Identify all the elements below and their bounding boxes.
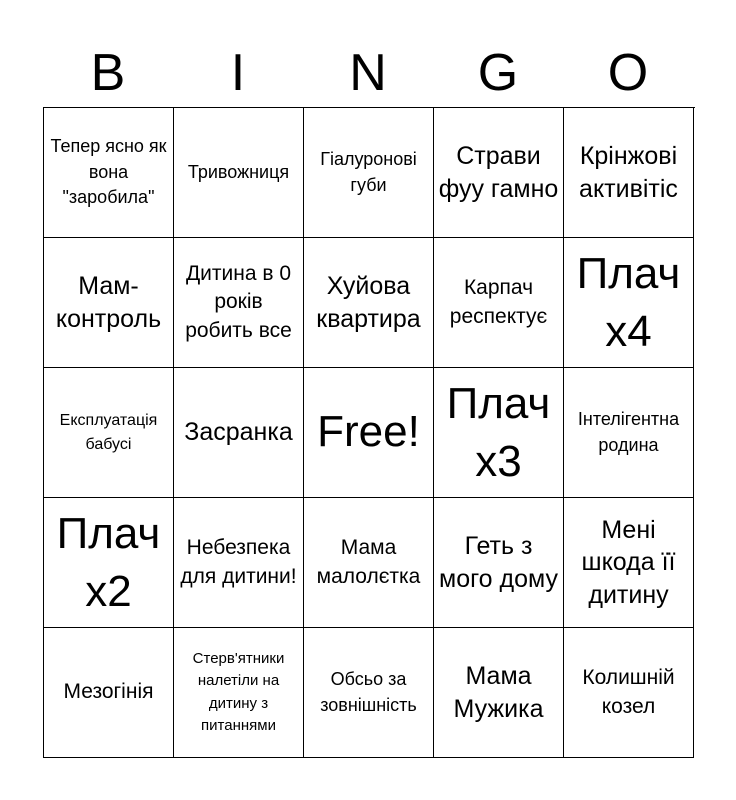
cell-text: Плач x3 — [446, 379, 551, 486]
cell-text: Колишній козел — [582, 666, 675, 718]
free-cell[interactable] — [304, 368, 434, 498]
header-letter-n: N — [349, 44, 387, 102]
bingo-cell[interactable] — [304, 498, 434, 628]
cell-text: Крінжові активітіс — [579, 142, 678, 203]
cell-text: Дитина в 0 років робить все — [185, 261, 292, 342]
cell-text: Плач x2 — [56, 509, 161, 616]
cell-text: Обсьо за зовнішність — [320, 668, 417, 715]
bingo-cell[interactable] — [44, 108, 174, 238]
bingo-cell[interactable] — [304, 238, 434, 368]
cell-text: Мені шкода її дитину — [581, 515, 676, 609]
cell-text: Мам-контроль — [55, 272, 162, 333]
cell-text: Мама малолєтка — [316, 536, 421, 588]
bingo-cell[interactable] — [434, 368, 564, 498]
bingo-header — [43, 40, 693, 106]
cell-text: Хуйова квартира — [316, 272, 421, 333]
bingo-cell[interactable] — [304, 108, 434, 238]
bingo-cell[interactable] — [304, 628, 434, 758]
bingo-cell[interactable] — [44, 628, 174, 758]
bingo-cell[interactable] — [434, 108, 564, 238]
cell-text: Експлуатація бабусі — [59, 412, 158, 453]
header-letter-b: B — [90, 44, 126, 102]
bingo-cell[interactable] — [564, 628, 694, 758]
cell-text: Мама Мужика — [453, 662, 544, 723]
bingo-cell[interactable] — [564, 368, 694, 498]
cell-text: Небезпека для дитини! — [180, 536, 297, 588]
bingo-cell[interactable] — [434, 628, 564, 758]
bingo-cell[interactable] — [564, 108, 694, 238]
bingo-cell[interactable] — [44, 368, 174, 498]
cell-text: Тривожниця — [187, 161, 290, 182]
bingo-cell[interactable] — [174, 108, 304, 238]
cell-text: Мезогінія — [63, 680, 154, 704]
cell-text: Засранка — [184, 418, 293, 447]
header-letter-o: O — [607, 44, 649, 102]
cell-text: Стерв'ятники налетіли на дитину з питаннями — [192, 649, 285, 734]
bingo-cell[interactable] — [564, 238, 694, 368]
bingo-cell[interactable] — [44, 498, 174, 628]
cell-text: Гіалуронові губи — [320, 148, 417, 195]
cell-text: Страви фуу гамно — [438, 142, 559, 203]
header-letter-i: I — [230, 44, 246, 102]
cell-text: Плач x4 — [576, 249, 681, 356]
cell-text: Геть з мого дому — [439, 532, 558, 593]
bingo-board — [43, 107, 695, 758]
bingo-cell[interactable] — [174, 498, 304, 628]
bingo-cell[interactable] — [174, 368, 304, 498]
cell-text: Тепер ясно як вона "заробила" — [50, 136, 167, 208]
cell-text: Інтелігентна родина — [577, 408, 680, 455]
bingo-cell[interactable] — [564, 498, 694, 628]
bingo-cell[interactable] — [174, 628, 304, 758]
cell-text: Free! — [317, 407, 420, 457]
bingo-cell[interactable] — [434, 498, 564, 628]
cell-text: Карпач респектує — [449, 276, 548, 328]
bingo-cell[interactable] — [44, 238, 174, 368]
bingo-cell[interactable] — [174, 238, 304, 368]
header-letter-g: G — [477, 44, 519, 102]
bingo-cell[interactable] — [434, 238, 564, 368]
